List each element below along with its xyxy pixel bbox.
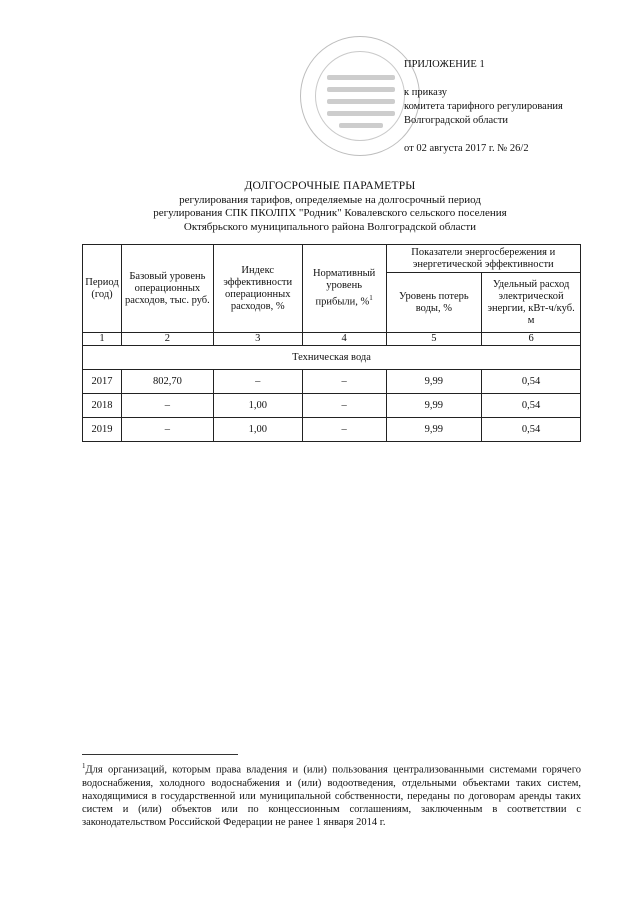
cell-year: 2018	[83, 394, 122, 418]
cell-base: 802,70	[121, 370, 213, 394]
parameters-table	[82, 244, 581, 442]
cell-year: 2017	[83, 370, 122, 394]
cell-loss: 9,99	[386, 370, 482, 394]
footnote-reference: 1	[369, 294, 373, 303]
footnote-separator	[82, 754, 238, 755]
annex-header	[404, 58, 563, 156]
header-period: Период (год)	[83, 245, 122, 333]
official-seal-text-line	[327, 75, 395, 80]
footnote	[82, 760, 581, 829]
annex-line-1: к приказу	[404, 87, 447, 98]
document-title-line-2: регулирования СПК ПКОЛПХ "Родник" Ковалевского сельского поселения	[153, 207, 507, 219]
annex-line-2: комитета тарифного регулирования	[404, 101, 563, 112]
document-title	[60, 180, 600, 234]
column-number: 3	[213, 333, 302, 346]
cell-index: 1,00	[213, 394, 302, 418]
header-electricity: Удельный расход электрической энергии, кВт-ч/куб. м	[482, 273, 581, 333]
annex-date-line: от 02 августа 2017 г. № 26/2	[404, 143, 529, 154]
cell-base: –	[121, 418, 213, 442]
cell-energy: 0,54	[482, 370, 581, 394]
header-efficiency-index: Индекс эффективности операционных расходов, %	[213, 245, 302, 333]
header-base-level: Базовый уровень операционных расходов, тыс. руб.	[121, 245, 213, 333]
table-row	[83, 418, 581, 442]
official-seal	[300, 36, 420, 156]
cell-loss: 9,99	[386, 418, 482, 442]
header-profit-level	[302, 245, 386, 333]
cell-profit: –	[302, 394, 386, 418]
column-number: 2	[121, 333, 213, 346]
cell-index: 1,00	[213, 418, 302, 442]
annex-line-3: Волгоградской области	[404, 115, 509, 126]
cell-energy: 0,54	[482, 394, 581, 418]
column-number: 1	[83, 333, 122, 346]
footnote-text: Для организаций, которым права владения и (или) пользования централизованными системами горячего водоснабжения, холодного водоснабжения и (или) водоотведения, отдельными объектами таких систем, находящимися в государственной или муниципальной собственности, переданы по договорам аренды таких систем и (или) объектов или по концессионным соглашениям, заключенным в соответствии с законодательством Российской Федерации не ранее 1 января 2014 г.	[82, 764, 581, 828]
cell-loss: 9,99	[386, 394, 482, 418]
official-seal-text-line	[339, 123, 383, 128]
cell-year: 2019	[83, 418, 122, 442]
header-profit-level-text: Нормативный уровень прибыли, %	[312, 268, 376, 308]
header-water-loss: Уровень потерь воды, %	[386, 273, 482, 333]
document-title-main: ДОЛГОСРОЧНЫЕ ПАРАМЕТРЫ	[244, 180, 416, 192]
cell-base: –	[121, 394, 213, 418]
document-title-line-1: регулирования тарифов, определяемые на долгосрочный период	[179, 193, 481, 206]
document-title-line-3: Октябрьского муниципального района Волгоградской области	[183, 220, 477, 233]
section-heading: Техническая вода	[83, 346, 581, 370]
column-number: 4	[302, 333, 386, 346]
table-row	[83, 370, 581, 394]
table-row	[83, 394, 581, 418]
official-seal-text-line	[327, 87, 395, 92]
cell-index: –	[213, 370, 302, 394]
official-seal-text-line	[327, 111, 395, 116]
cell-energy: 0,54	[482, 418, 581, 442]
header-energy-group: Показатели энергосбережения и энергетической эффективности	[386, 245, 580, 273]
footnote-mark: 1	[82, 762, 86, 770]
annex-label: ПРИЛОЖЕНИЕ 1	[404, 59, 485, 70]
column-number: 6	[482, 333, 581, 346]
cell-profit: –	[302, 370, 386, 394]
column-number: 5	[386, 333, 482, 346]
cell-profit: –	[302, 418, 386, 442]
official-seal-text-line	[327, 99, 395, 104]
